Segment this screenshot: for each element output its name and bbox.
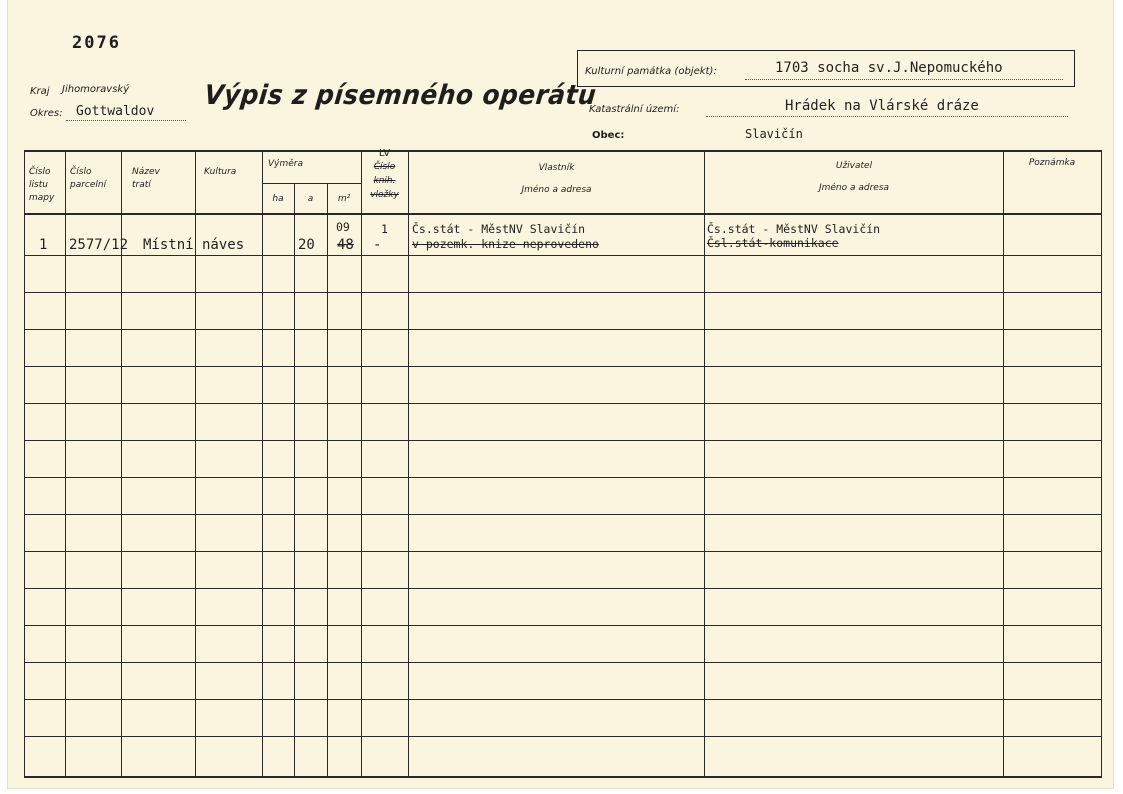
col-header-uzivatel-sub: Jméno a adresa bbox=[818, 183, 890, 193]
cell-lv: 1 bbox=[381, 222, 388, 236]
col-header-cislo-parcelni: Číslo parcelní bbox=[70, 167, 107, 190]
col-header-a: a bbox=[307, 194, 314, 204]
okres-value: Gottwaldov bbox=[76, 104, 155, 119]
col-header-nazev-trati: Název tratí bbox=[132, 167, 160, 190]
kraj-value: Jihomoravský bbox=[62, 84, 130, 95]
monument-value: 1703 socha sv.J.Nepomuckého bbox=[775, 60, 1003, 76]
kraj-label: Kraj bbox=[30, 86, 50, 97]
cadastral-dotted-line bbox=[706, 116, 1068, 117]
col-header-m2: m² bbox=[337, 194, 351, 204]
cell-vlastnik-line1: Čs.stát - MěstNV Slavičín bbox=[412, 222, 586, 236]
col-header-vlastnik: Vlastník bbox=[538, 163, 575, 173]
col-header-vlastnik-sub: Jméno a adresa bbox=[521, 185, 592, 195]
cadastral-value: Hrádek na Vlárské dráze bbox=[785, 98, 979, 114]
col-header-poznamka: Poznámka bbox=[1028, 158, 1076, 168]
cell-vlastnik-line2: v pozemk. knize neprovedeno bbox=[412, 237, 599, 251]
col-header-kultura: Kultura bbox=[204, 167, 237, 177]
obec-label: Obec: bbox=[592, 130, 625, 141]
monument-dotted-line bbox=[745, 79, 1063, 80]
cell-uzivatel-line1: Čs.stát - MěstNV Slavičín bbox=[707, 222, 881, 236]
page-title: Výpis z písemného operátu bbox=[202, 80, 598, 111]
document-number: 2076 bbox=[72, 33, 121, 53]
col-header-cislo-vlozky: Číslo knih. vložky bbox=[370, 162, 399, 200]
okres-underline bbox=[66, 120, 186, 121]
col-header-cislo-listu: Číslo listu mapy bbox=[29, 167, 55, 203]
col-header-vymera: Výměra bbox=[268, 159, 304, 169]
cell-m2: 48 bbox=[337, 237, 354, 253]
cell-uzivatel-line2: Čsl.stát-komunikace bbox=[707, 236, 839, 250]
cadastral-label: Katastrální území: bbox=[589, 104, 680, 115]
col-header-lv: LV bbox=[378, 148, 391, 159]
okres-label: Okres: bbox=[30, 108, 63, 119]
cell-list: 1 bbox=[39, 237, 48, 253]
cell-m2-top: 09 bbox=[336, 220, 350, 234]
cell-parcela: 2577/12 bbox=[69, 237, 129, 253]
obec-value: Slavičín bbox=[745, 127, 803, 141]
cell-a: 20 bbox=[298, 237, 315, 253]
paper-sheet bbox=[8, 0, 1113, 788]
cell-vlozka: - bbox=[373, 237, 382, 253]
col-header-uzivatel: Uživatel bbox=[835, 161, 873, 171]
monument-label: Kulturní památka (objekt): bbox=[585, 66, 717, 77]
col-header-ha: ha bbox=[272, 194, 284, 204]
cell-nazev: Místní náves bbox=[143, 237, 245, 253]
